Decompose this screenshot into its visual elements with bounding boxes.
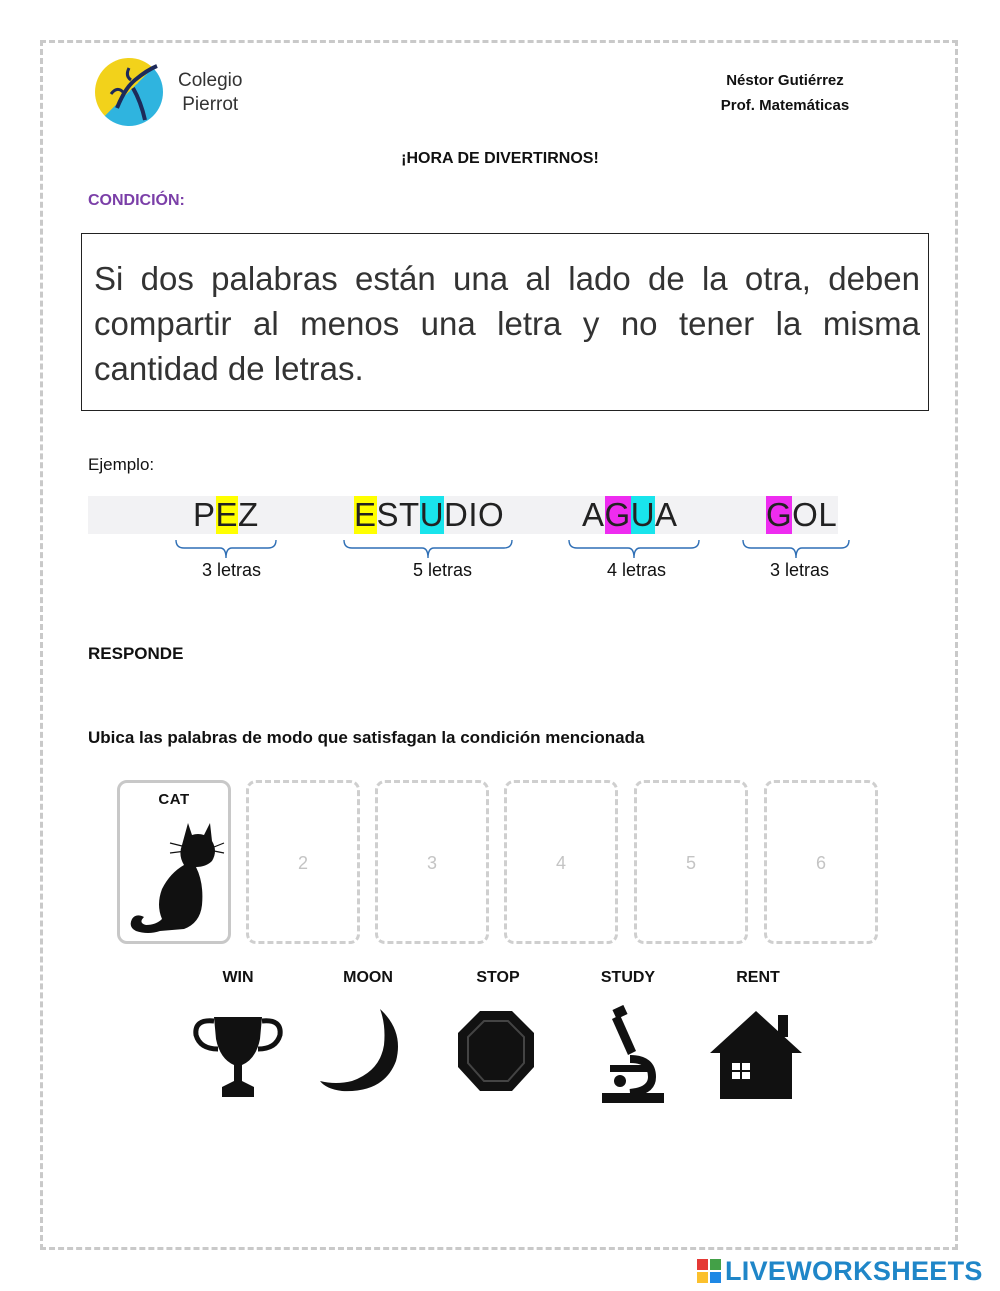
example-word-3: [582, 496, 678, 534]
option-label-rent[interactable]: RENT: [736, 969, 780, 986]
drop-slot-6[interactable]: [764, 780, 878, 944]
slot-number: 5: [685, 853, 696, 873]
teacher-info: [690, 68, 880, 118]
example-word-4: [766, 496, 837, 534]
example-word-1: [193, 496, 259, 534]
slot-number: 6: [815, 853, 826, 873]
example-word-4-letter-highlight: G: [766, 496, 793, 533]
school-name-line1: Colegio: [178, 70, 243, 91]
drop-slot-4[interactable]: [504, 780, 618, 944]
condition-text: Si dos palabras están una al lado de la otra, deben compartir al menos una letra y no tener la misma cantidad de letras.: [94, 260, 920, 387]
option-label-study[interactable]: STUDY: [600, 969, 656, 986]
liveworksheets-logo-icon: [697, 1259, 721, 1283]
trophy-icon[interactable]: [188, 1005, 288, 1105]
slot-number: 4: [555, 853, 566, 873]
example-word-3-letter: A: [655, 496, 678, 533]
liveworksheets-watermark: LIVEWORKSHEETS: [725, 1256, 983, 1286]
example-count-3: 4 letras: [607, 560, 667, 580]
page-title: ¡HORA DE DIVERTIRNOS!: [401, 150, 599, 167]
drop-slot-5[interactable]: [634, 780, 748, 944]
stop-sign-icon[interactable]: [454, 1005, 538, 1095]
example-word-3-letter: A: [582, 496, 605, 533]
option-label-moon[interactable]: MOON: [343, 969, 393, 986]
moon-icon[interactable]: [318, 1005, 408, 1095]
example-count-4: 3 letras: [770, 560, 830, 580]
condition-box: [81, 233, 929, 411]
condition-label: CONDICIÓN:: [88, 192, 185, 209]
school-name: [178, 69, 242, 117]
instruction-text: Ubica las palabras de modo que satisfagan la condición mencionada: [88, 728, 645, 747]
card-label-cat: CAT: [158, 791, 190, 808]
example-word-2-letter-highlight: E: [354, 496, 377, 533]
example-word-4-letter: OL: [792, 496, 838, 533]
example-word-1-letter: Z: [238, 496, 259, 533]
drop-slot-2[interactable]: [246, 780, 360, 944]
house-icon[interactable]: [706, 1005, 806, 1101]
example-word-2: [354, 496, 504, 534]
slot-number: 3: [426, 853, 437, 873]
teacher-role: Prof. Matemáticas: [720, 97, 850, 114]
school-name-line2: Pierrot: [182, 94, 239, 115]
school-logo: [90, 55, 270, 135]
example-word-3-letter-highlight: G: [604, 496, 631, 533]
cat-icon: [126, 819, 226, 939]
school-logo-emblem: [95, 58, 163, 126]
example-word-3-letter-highlight: U: [630, 496, 656, 533]
respond-heading: RESPONDE: [88, 644, 184, 663]
slot-1-cat-card[interactable]: [117, 780, 231, 944]
option-label-win[interactable]: WIN: [222, 969, 254, 986]
option-label-stop[interactable]: STOP: [476, 969, 520, 986]
example-label: Ejemplo:: [88, 455, 155, 474]
drop-slot-3[interactable]: [375, 780, 489, 944]
example-word-1-letter: P: [193, 496, 216, 533]
example-count-1: 3 letras: [202, 560, 262, 580]
example-word-2-letter-highlight: U: [419, 496, 445, 533]
example-count-2: 5 letras: [413, 560, 473, 580]
example-word-2-letter: ST: [376, 496, 420, 533]
example-word-1-letter-highlight: E: [215, 496, 239, 533]
slot-number: 2: [297, 853, 308, 873]
example-word-2-letter: DIO: [444, 496, 505, 533]
teacher-name: Néstor Gutiérrez: [726, 72, 844, 89]
microscope-icon[interactable]: [590, 1005, 670, 1105]
